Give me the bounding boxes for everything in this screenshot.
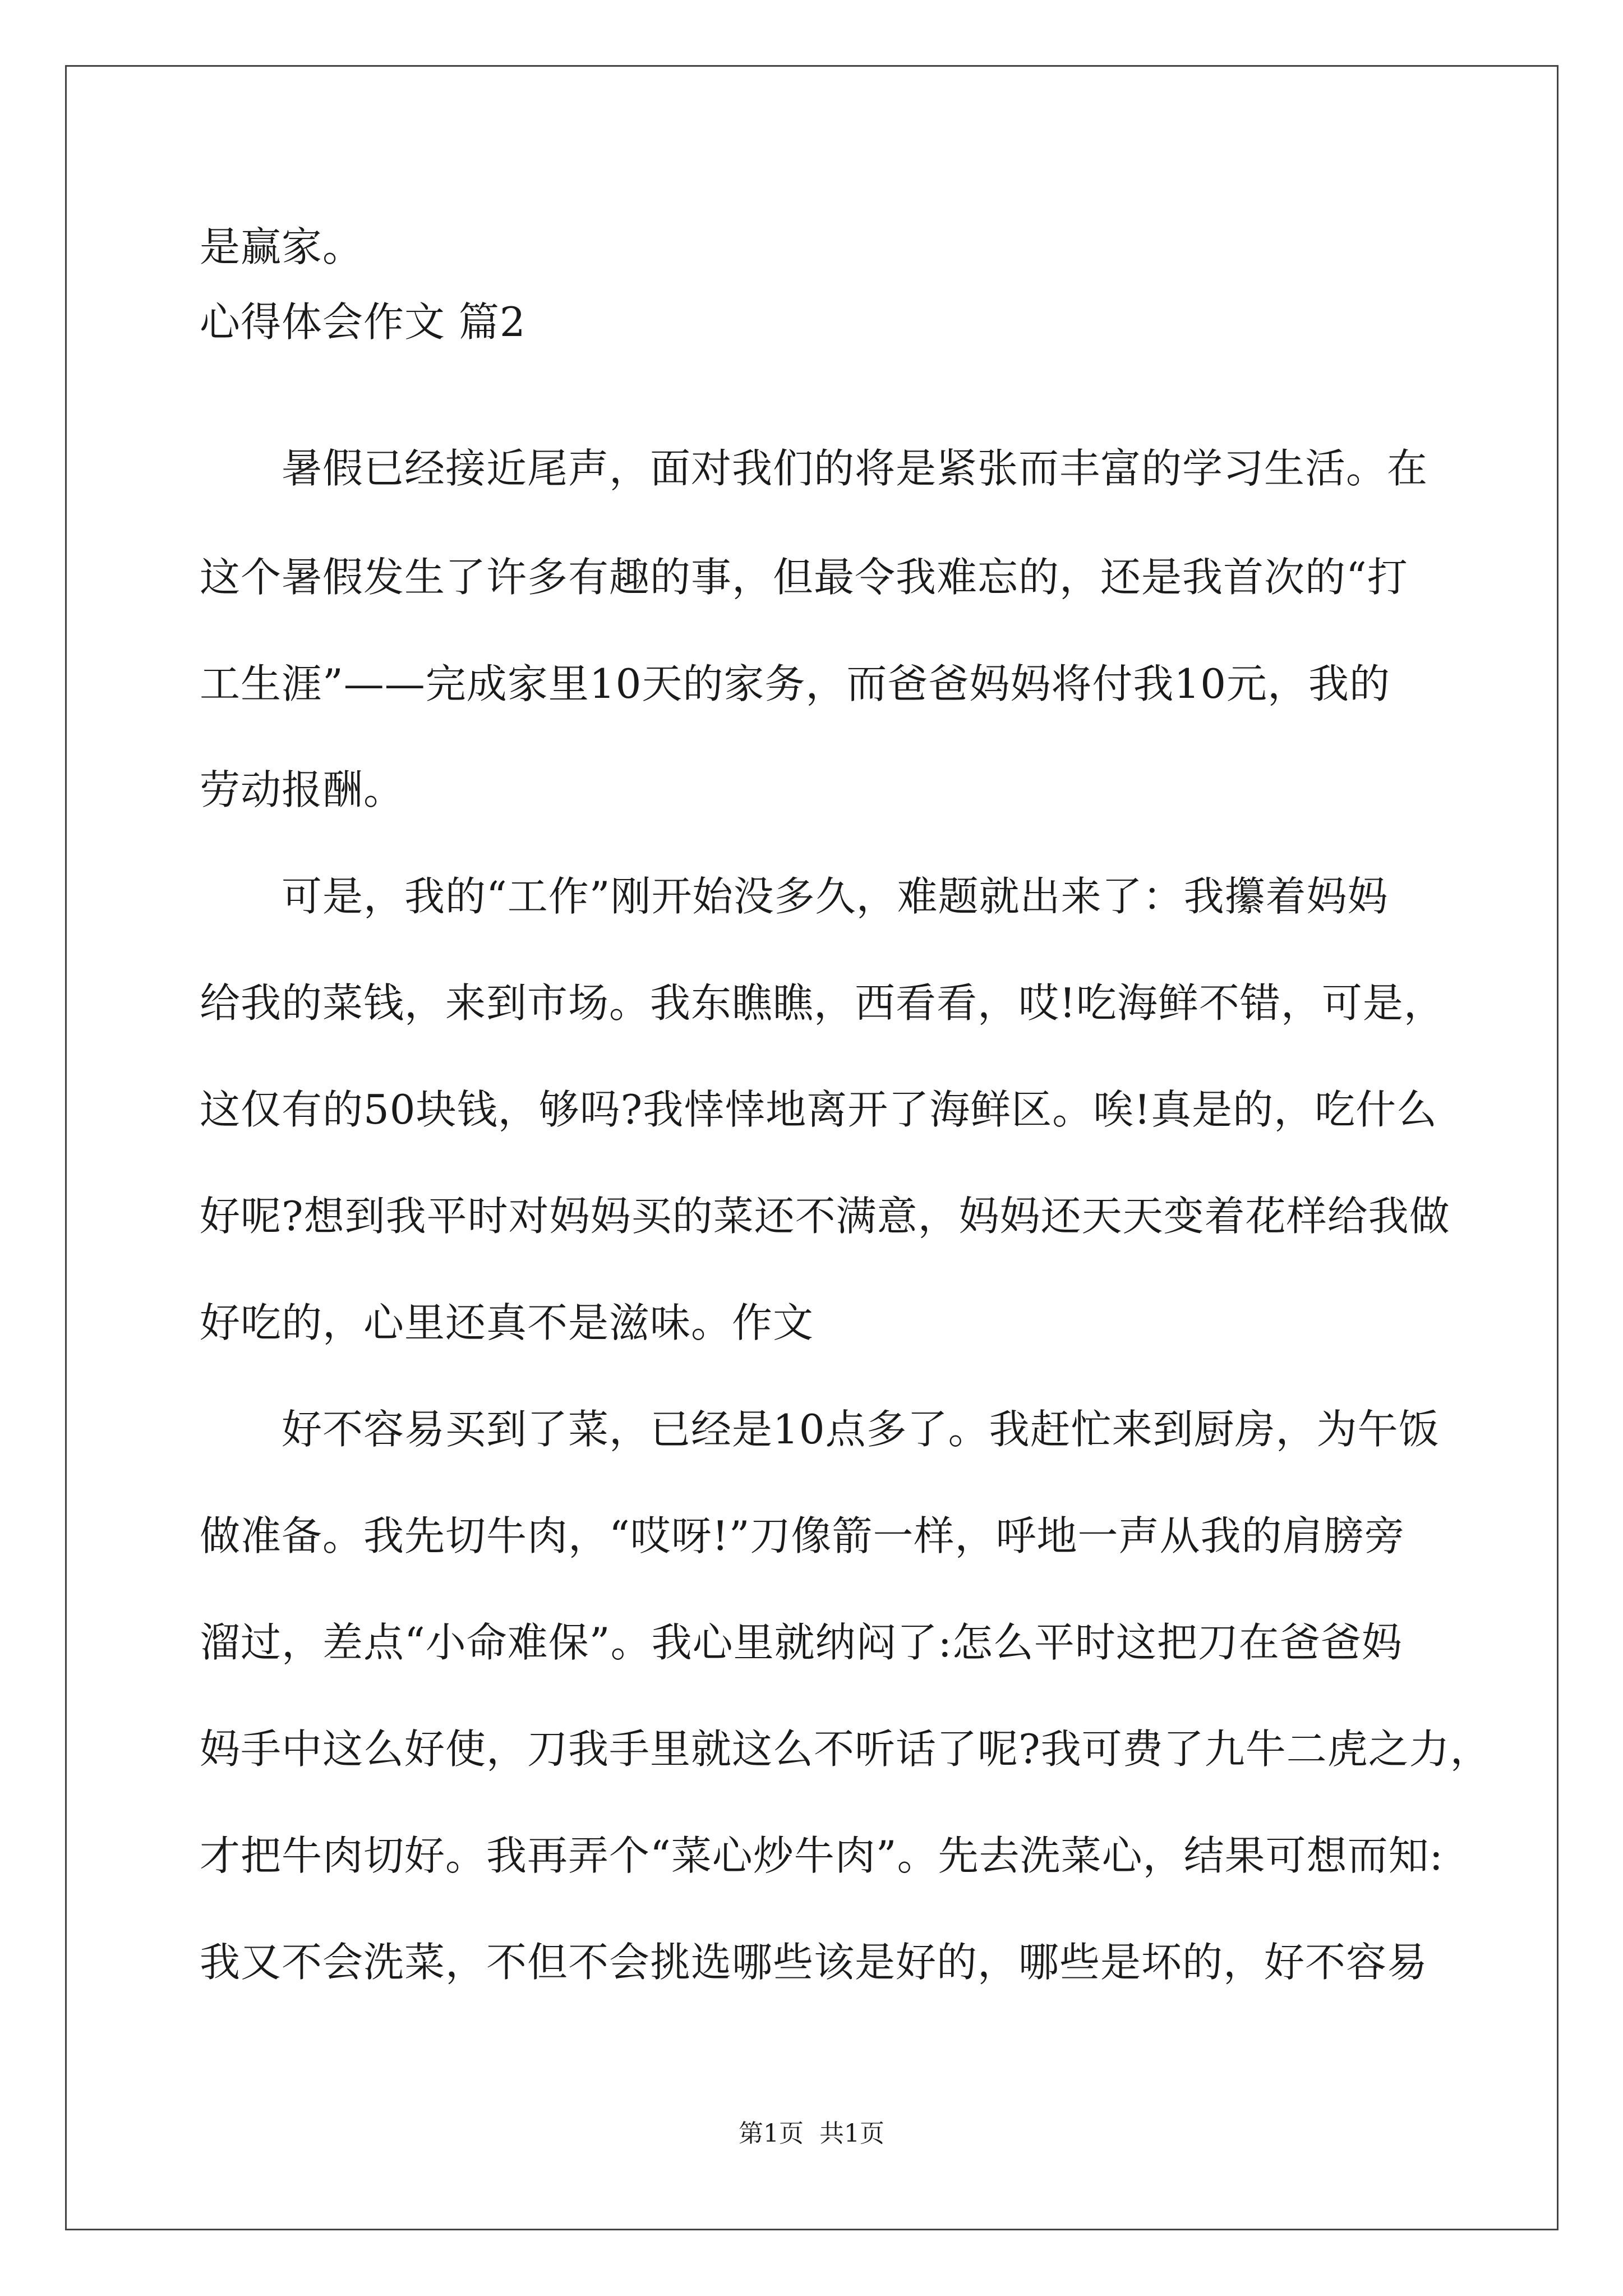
text-line: 劳动报酬。 (200, 766, 405, 813)
text-line: 这仅有的50块钱，够吗?我悻悻地离开了海鲜区。唉!真是的，吃什么 (200, 1086, 1438, 1133)
text-line: 好吃的，心里还真不是滋味。作文 (200, 1299, 814, 1346)
section-heading: 心得体会作文 篇2 (200, 298, 526, 346)
text-line: 暑假已经接近尾声，面对我们的将是紧张而丰富的学习生活。在 (200, 445, 1428, 492)
text-line: 这个暑假发生了许多有趣的事，但最令我难忘的，还是我首次的“打 (200, 554, 1408, 601)
text-line: 好不容易买到了菜，已经是10点多了。我赶忙来到厨房，为午饭 (200, 1406, 1440, 1453)
text-line: 妈手中这么好使，刀我手里就这么不听话了呢?我可费了九牛二虎之力， (200, 1726, 1491, 1773)
text-line: 做准备。我先切牛肉，“哎呀!”刀像箭一样，呼地一声从我的肩膀旁 (200, 1512, 1405, 1559)
page-footer (0, 2119, 1623, 2148)
text-line: 给我的菜钱，来到市场。我东瞧瞧，西看看，哎!吃海鲜不错，可是， (200, 979, 1445, 1027)
page-frame (65, 65, 1559, 2230)
text-line: 我又不会洗菜，不但不会挑选哪些该是好的，哪些是坏的，好不容易 (200, 1939, 1428, 1986)
text-line: 可是，我的“工作”刚开始没多久，难题就出来了：我攥着妈妈 (200, 873, 1389, 920)
text-line: 才把牛肉切好。我再弄个“菜心炒牛肉”。先去洗菜心，结果可想而知: (200, 1832, 1444, 1879)
page-total: 共1页 (819, 2119, 884, 2148)
page-number: 第1页 (739, 2119, 804, 2148)
text-line: 是赢家。 (200, 223, 364, 270)
text-line: 工生涯”——完成家里10天的家务，而爸爸妈妈将付我10元，我的 (200, 660, 1391, 707)
text-line: 溜过，差点“小命难保”。我心里就纳闷了:怎么平时这把刀在爸爸妈 (200, 1619, 1403, 1666)
text-line: 好呢?想到我平时对妈妈买的菜还不满意，妈妈还天天变着花样给我做 (200, 1193, 1450, 1240)
